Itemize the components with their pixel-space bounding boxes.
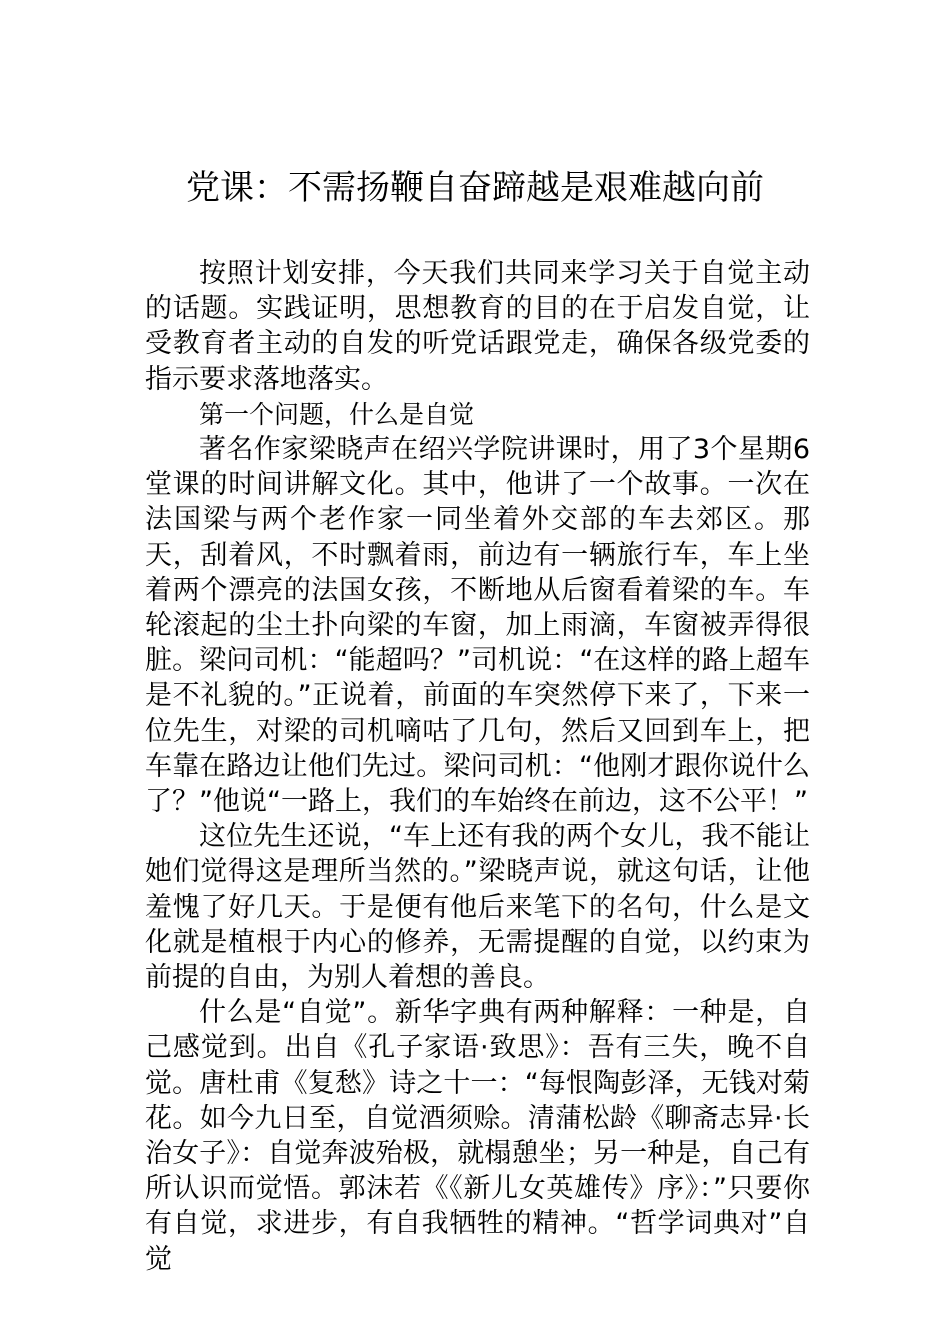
paragraph-intro: 按照计划安排，今天我们共同来学习关于自觉主动的话题。实践证明，思想教育的目的在于启发自觉，让受教育者主动的自发的听党话跟党走，确保各级党委的指示要求落地落实。 (145, 258, 810, 395)
paragraph-story: 著名作家梁晓声在绍兴学院讲课时，用了3个星期6堂课的时间讲解文化。其中，他讲了一个故事。一次在法国梁与两个老作家一同坐着外交部的车去郊区。那天，刮着风，不时飘着雨，前边有一辆旅行车，车上坐着两个漂亮的法国女孩，不断地从后窗看着梁的车。车轮滚起的尘土扑向梁的车窗，加上雨滴，车窗被弄得很脏。梁问司机：“能超吗？”司机说：“在这样的路上超车是不礼貌的。”正说着，前面的车突然停下来了，下来一位先生，对梁的司机嘀咕了几句，然后又回到车上，把车靠在路边让他们先过。梁问司机：“他刚才跟你说什么了？”他说“一路上，我们的车始终在前边，这不公平！” (145, 434, 810, 818)
section-heading-1: 第一个问题，什么是自觉 (199, 399, 475, 429)
paragraph-quote: 这位先生还说，“车上还有我的两个女儿，我不能让她们觉得这是理所当然的。”梁晓声说，就这句话，让他羞愧了好几天。于是便有他后来笔下的名句，什么是文化就是植根于内心的修养，无需提醒的自觉，以约束为前提的自由，为别人着想的善良。 (145, 821, 810, 994)
document-title: 党课：不需扬鞭自奋蹄越是艰难越向前 (186, 168, 764, 208)
paragraph-definition: 什么是“自觉”。新华字典有两种解释：一种是，自己感觉到。出自《孔子家语·致思》：吾有三失，晚不自觉。唐杜甫《复愁》诗之十一：“每恨陶彭泽，无钱对菊花。如今九日至，自觉酒须赊。清蒲松龄《聊斋志异·长治女子》：自觉奔波殆极，就榻憩坐；另一种是，自己有所认识而觉悟。郭沫若《《新儿女英雄传》序》：”只要你有自觉，求进步，有自我牺牲的精神。“哲学词典对”自觉 (145, 997, 810, 1275)
document-body (145, 256, 810, 1277)
